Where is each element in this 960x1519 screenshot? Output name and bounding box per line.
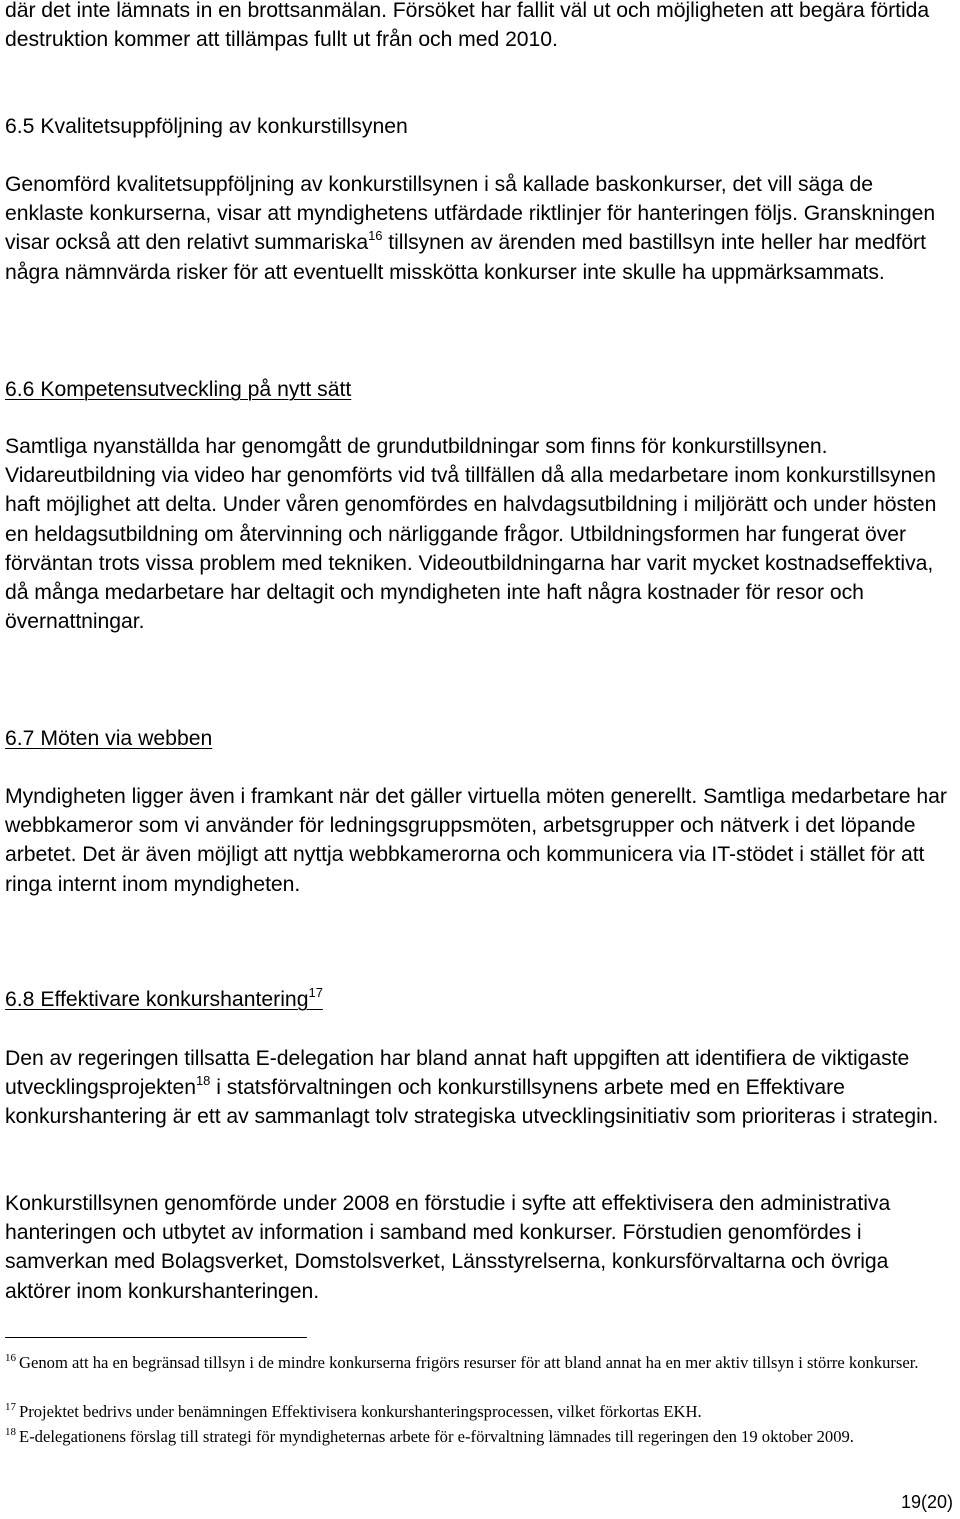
page-number: 19(20) <box>900 1492 953 1512</box>
paragraph-text: Konkurstillsynen genomförde under 2008 en förstudie i syfte att effektivisera den administrativa hanteringen och utbytet av information i samband med konkurser. Förstudien genomfördes i samverkan med Bolagsverket, Domstolsverket, Länsstyrelserna, konkursförvaltarna och övriga aktörer inom konkurshanteringen. <box>5 1192 891 1303</box>
heading-6-6 <box>5 375 351 404</box>
heading-6-8 <box>5 985 323 1014</box>
paragraph-6-8-b <box>5 1189 954 1306</box>
paragraph-6-5 <box>5 170 954 287</box>
paragraph-text: där det inte lämnats in en brottsanmälan. Försöket har fallit väl ut och möjligheten att begära förtida destruktion kommer att tillämpas fullt ut från och med 2010. <box>5 0 930 52</box>
footnote-number: 18 <box>5 1426 16 1438</box>
footnote-number: 17 <box>5 1401 16 1413</box>
footnote-separator <box>5 1337 307 1338</box>
paragraph-6-6 <box>5 432 954 636</box>
heading-underlined <box>5 985 323 1011</box>
heading-text: 6.6 Kompetensutveckling på nytt sätt <box>5 378 352 401</box>
paragraph-intro <box>5 0 954 54</box>
paragraph-text: i statsförvaltningen och konkurstillsynens arbete med en Effektivare konkurshantering är ett av sammanlagt tolv strategiska utvecklingsinitiativ som prioriteras i strategin. <box>5 1076 939 1129</box>
footnote-ref-17: 17 <box>308 985 323 1000</box>
heading-6-5 <box>5 112 408 141</box>
footnote-number: 16 <box>5 1352 16 1364</box>
paragraph-6-8-a <box>5 1044 954 1132</box>
heading-text: 6.5 Kvalitetsuppföljning av konkurstillsynen <box>5 115 408 138</box>
heading-text: 6.8 Effektivare konkurshantering <box>5 988 309 1011</box>
paragraph-text: Samtliga nyanställda har genomgått de grundutbildningar som finns för konkurstillsynen. Vidareutbildning via video har genomförts vid två tillfällen då alla medarbetare inom konkurstillsynen haft möjlighet att delta. Under våren genomfördes en halvdagsutbildning i miljörätt och under hösten en heldagsutbildning om återvinning och närliggande frågor. Utbildningsformen har fungerat över förväntan trots vissa problem med tekniken. Videoutbildningarna har varit mycket kostnadseffektiva, då många medarbetare har deltagit och myndigheten inte haft några kostnader för resor och övernattningar. <box>5 435 937 634</box>
footnote-18 <box>5 1425 940 1450</box>
footnote-17 <box>5 1400 940 1425</box>
footnote-text: E-delegationens förslag till strategi för myndigheternas arbete för e-förvaltning lämnades till regeringen den 19 oktober 2009. <box>19 1427 854 1446</box>
heading-text: 6.7 Möten via webben <box>5 727 213 750</box>
paragraph-6-7 <box>5 782 954 899</box>
heading-6-7 <box>5 724 212 753</box>
footnote-ref-16: 16 <box>368 228 383 244</box>
footnote-text: Projektet bedrivs under benämningen Effektivisera konkurshanteringsprocessen, vilket förkortas EKH. <box>19 1402 702 1421</box>
footnote-text: Genom att ha en begränsad tillsyn i de mindre konkurserna frigörs resurser för att bland annat ha en mer aktiv tillsyn i större konkurser. <box>19 1353 919 1372</box>
paragraph-text: tillsynen av ärenden med bastillsyn inte heller har medfört några nämnvärda risker för att eventuellt misskötta konkurser inte skulle ha uppmärksammats. <box>5 231 926 284</box>
footnote-ref-18: 18 <box>195 1073 211 1089</box>
paragraph-text: Myndigheten ligger även i framkant när det gäller virtuella möten generellt. Samtliga medarbetare har webbkameror som vi använder för ledningsgruppsmöten, arbetsgrupper och nätverk i det löpande arbetet. Det är även möjligt att nyttja webbkamerorna och kommunicera via IT-stödet i stället för att ringa internt inom myndigheten. <box>5 785 947 896</box>
paragraph-text: Den av regeringen tillsatta E-delegation har bland annat haft uppgiften att identifiera de viktigaste utvecklingsprojekten <box>5 1047 910 1100</box>
footnote-16 <box>5 1351 940 1376</box>
paragraph-text: Genomförd kvalitetsuppföljning av konkurstillsynen i så kallade baskonkurser, det vill säga de enklaste konkurserna, visar att myndighetens utfärdade riktlinjer för hanteringen följs. Granskningen visar också att den relativt summariska <box>5 173 936 255</box>
